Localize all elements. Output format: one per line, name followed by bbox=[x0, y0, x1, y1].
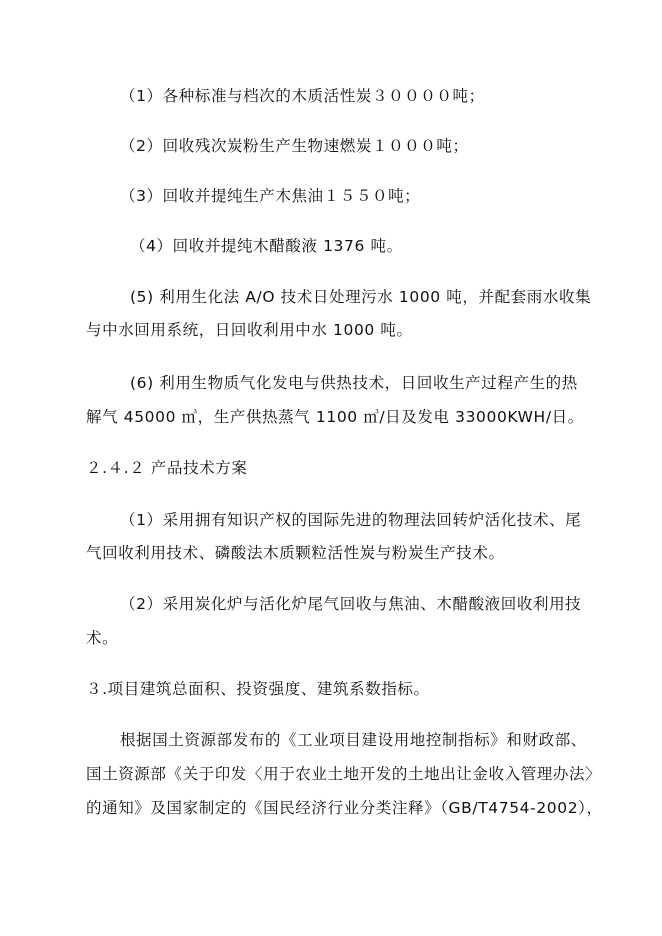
list-item-6-line-2: 解气 45000 ㎥，生产供热蒸气 1100 ㎥/日及发电 33000KWH/日。 bbox=[86, 408, 584, 426]
tech-plan-2-line-1: （2）采用炭化炉与活化炉尾气回收与焦油、木醋酸液回收利用技 bbox=[120, 595, 582, 613]
list-item-5-line-2: 与中水回用系统，日回收利用中水 1000 吨。 bbox=[86, 321, 413, 339]
list-item-2: （2）回收残次炭粉生产生物速燃炭１０００吨； bbox=[120, 137, 469, 155]
section-3-paragraph-line-3: 的通知》及国家制定的《国民经济行业分类注释》（GB/T4754-2002）， bbox=[86, 799, 603, 817]
tech-plan-2-line-2: 术。 bbox=[86, 629, 119, 647]
list-item-1: （1）各种标准与档次的木质活性炭３００００吨； bbox=[120, 87, 485, 105]
tech-plan-1-line-1: （1）采用拥有知识产权的国际先进的物理法回转炉活化技术、尾 bbox=[120, 511, 582, 529]
list-item-5-line-1: (5) 利用生化法 A/O 技术日处理污水 1000 吨，并配套雨水收集 bbox=[130, 288, 592, 306]
section-3-paragraph-line-1: 根据国土资源部发布的《工业项目建设用地控制指标》和财政部、 bbox=[120, 731, 587, 749]
tech-plan-1-line-2: 气回收利用技术、磷酸法木质颗粒活性炭与粉炭生产技术。 bbox=[86, 544, 505, 562]
list-item-4: （4）回收并提纯木醋酸液 1376 吨。 bbox=[130, 237, 403, 255]
section-3-paragraph-line-2: 国土资源部《关于印发〈用于农业土地开发的土地出让金收入管理办法〉 bbox=[86, 765, 602, 783]
section-3-heading: ３.项目建筑总面积、投资强度、建筑系数指标。 bbox=[86, 680, 430, 698]
section-2-4-2-heading: ２.４.２ 产品技术方案 bbox=[86, 459, 248, 477]
list-item-6-line-1: (6) 利用生物质气化发电与供热技术，日回收生产过程产生的热 bbox=[130, 374, 578, 392]
list-item-3: （3）回收并提纯生产木焦油１５５０吨； bbox=[120, 187, 421, 205]
